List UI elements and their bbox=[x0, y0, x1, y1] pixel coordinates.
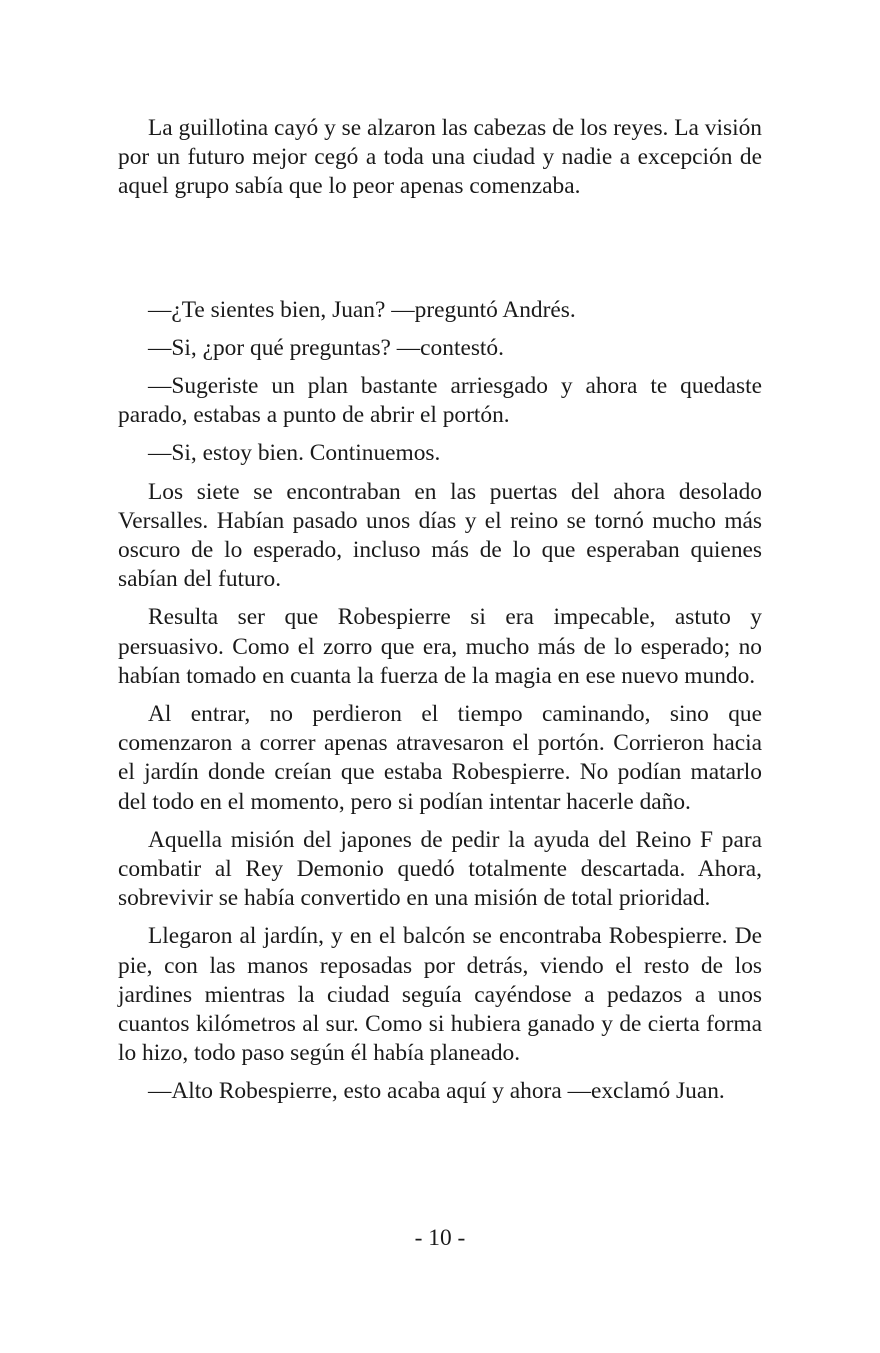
paragraph: Llegaron al jardín, y en el balcón se encontraba Robespierre. De pie, con las manos reposadas por detrás, viendo el resto de los jardines mientras la ciudad seguía cayéndose a pedazos a unos cuantos kilómetros al sur. Como si hubiera ganado y de cierta forma lo hizo, todo paso según él había planeado. bbox=[118, 923, 762, 1067]
paragraph: —Si, ¿por qué preguntas? —contestó. bbox=[148, 334, 504, 361]
section-break bbox=[118, 202, 762, 296]
opening-paragraph: La guillotina cayó y se alzaron las cabezas de los reyes. La visión por un futuro mejor cegó a toda una ciudad y nadie a excepción de aquel grupo sabía que lo peor apenas comenzaba. bbox=[118, 115, 762, 200]
paragraph: —Si, estoy bien. Continuemos. bbox=[148, 440, 441, 467]
paragraph: —Alto Robespierre, esto acaba aquí y ahora —exclamó Juan. bbox=[148, 1078, 725, 1105]
paragraph: Resulta ser que Robespierre si era impecable, astuto y persuasivo. Como el zorro que era, mucho más de lo esperado; no habían tomado en cuanta la fuerza de la magia en ese nuevo mundo. bbox=[118, 604, 762, 689]
paragraph: Al entrar, no perdieron el tiempo caminando, sino que comenzaron a correr apenas atravesaron el portón. Corrieron hacia el jardín donde creían que estaba Robespierre. No podían matarlo del todo en el momento, pero si podían intentar hacerle daño. bbox=[118, 701, 762, 815]
paragraph: Aquella misión del japones de pedir la ayuda del Reino F para combatir al Rey Demonio quedó totalmente descartada. Ahora, sobrevivir se había convertido en una misión de total prioridad. bbox=[118, 826, 762, 912]
paragraph: —Sugeriste un plan bastante arriesgado y ahora te quedaste parado, estabas a punto de abrir el portón. bbox=[118, 373, 762, 429]
paragraph: —¿Te sientes bien, Juan? —preguntó Andrés. bbox=[148, 296, 576, 323]
page-number: - 10 - bbox=[414, 1225, 466, 1251]
page-body bbox=[118, 114, 762, 1116]
paragraph: Los siete se encontraban en las puertas del ahora desolado Versalles. Habían pasado unos días y el reino se tornó mucho más oscuro de lo esperado, incluso más de lo que esperaban quienes sabían del futuro. bbox=[118, 478, 762, 593]
